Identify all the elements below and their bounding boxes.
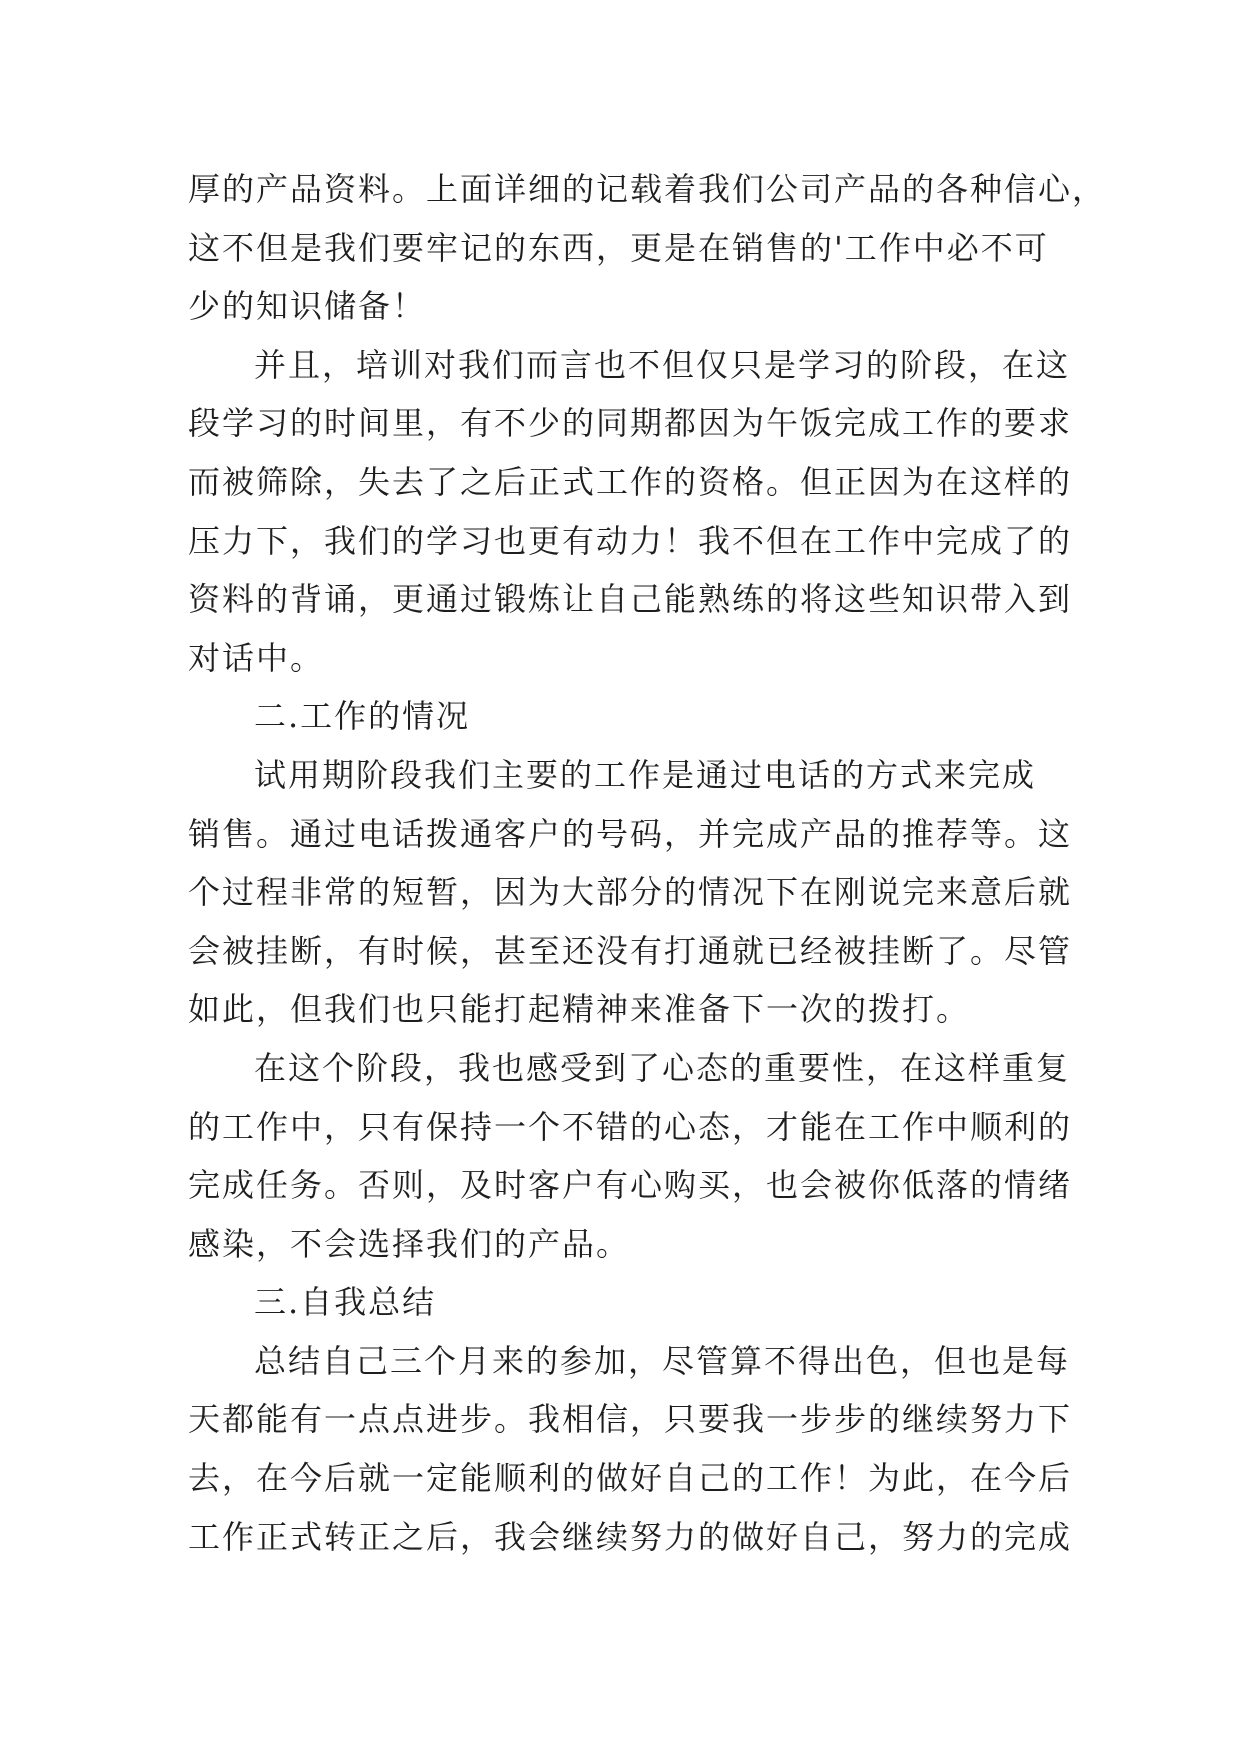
text-line: 对话中。 [188, 638, 325, 677]
document-body [188, 160, 1107, 1566]
text-line: 会被挂断，有时候，甚至还没有打通就已经被挂断了。尽管 [188, 931, 1073, 970]
text-line: 总结自己三个月来的参加，尽管算不得出色，但也是每 [254, 1341, 1071, 1380]
text-line: 这不但是我们要牢记的东西，更是在销售的'工作中必不可 [188, 228, 1049, 267]
text-line: 天都能有一点点进步。我相信，只要我一步步的继续努力下 [188, 1400, 1073, 1439]
text-line: 压力下，我们的学习也更有动力！我不但在工作中完成了的 [188, 521, 1073, 560]
text-line: 的工作中，只有保持一个不错的心态，才能在工作中顺利的 [188, 1107, 1073, 1146]
text-line: 而被筛除，失去了之后正式工作的资格。但正因为在这样的 [188, 462, 1073, 501]
text-line: 三.自我总结 [254, 1283, 437, 1322]
text-line: 完成任务。否则，及时客户有心购买，也会被你低落的情绪 [188, 1166, 1073, 1205]
text-line: 个过程非常的短暂，因为大部分的情况下在刚说完来意后就 [188, 873, 1073, 912]
text-line: 工作正式转正之后，我会继续努力的做好自己，努力的完成 [188, 1517, 1073, 1556]
text-line: 感染，不会选择我们的产品。 [188, 1224, 631, 1263]
text-line: 并且，培训对我们而言也不但仅只是学习的阶段，在这 [254, 345, 1071, 384]
text-line: 如此，但我们也只能打起精神来准备下一次的拨打。 [188, 990, 971, 1029]
text-line: 段学习的时间里，有不少的同期都因为午饭完成工作的要求 [188, 404, 1073, 443]
text-line: 试用期阶段我们主要的工作是通过电话的方式来完成 [254, 755, 1037, 794]
text-line: 少的知识储备！ [188, 287, 427, 326]
text-line: 在这个阶段，我也感受到了心态的重要性，在这样重复 [254, 1048, 1071, 1087]
text-line: 二.工作的情况 [254, 697, 471, 736]
text-line: 厚的产品资料。上面详细的记载着我们公司产品的各种信心， [188, 170, 1107, 208]
text-line: 去，在今后就一定能顺利的做好自己的工作！为此，在今后 [188, 1459, 1073, 1498]
text-line: 资料的背诵，更通过锻炼让自己能熟练的将这些知识带入到 [188, 580, 1073, 619]
text-line: 销售。通过电话拨通客户的号码，并完成产品的推荐等。这 [188, 814, 1073, 853]
